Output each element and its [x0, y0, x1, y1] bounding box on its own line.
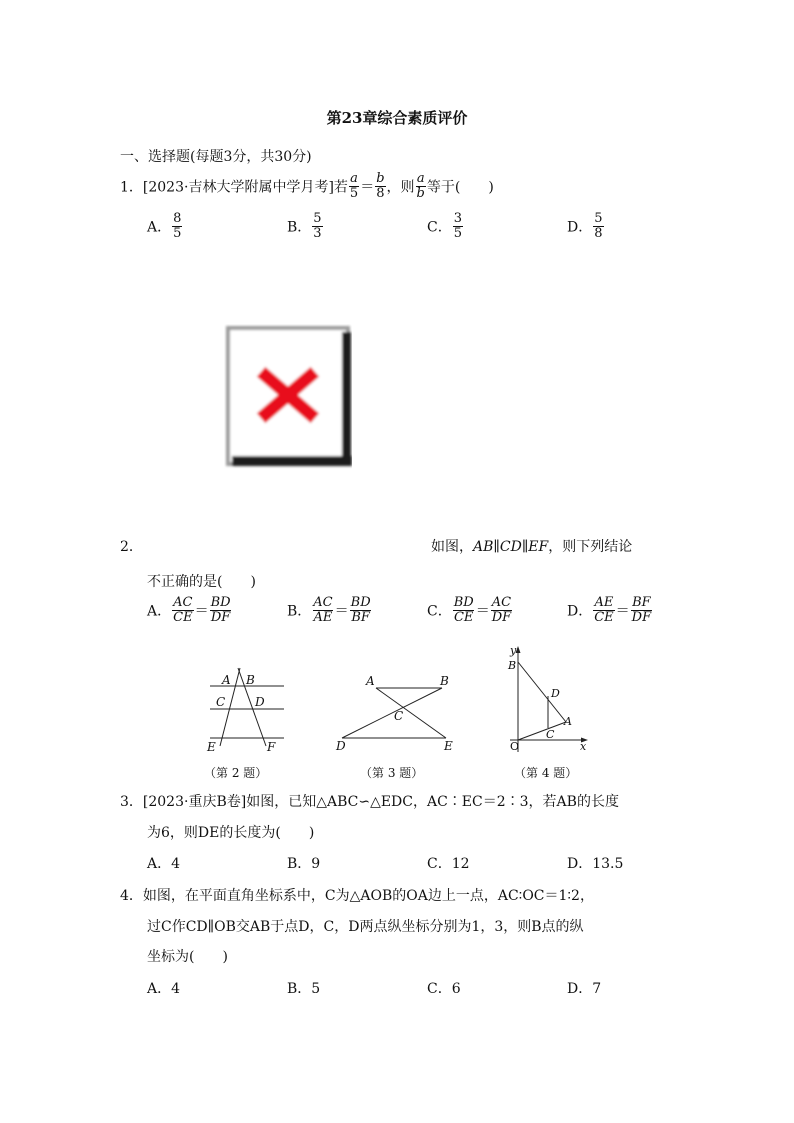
- label-x: x: [580, 740, 587, 753]
- figure-3: [330, 668, 460, 758]
- q4-option-c[interactable]: C．6: [427, 981, 461, 997]
- label-a: A: [366, 674, 375, 688]
- q1-option-b[interactable]: B． $\frac{5}{3}$: [287, 211, 322, 241]
- figure-4: [500, 642, 600, 758]
- question-3-line1: 3．[2023·重庆B卷]如图，已知△ABC∽△EDC，AC∶EC＝2∶3，若AB的长度: [120, 794, 619, 810]
- q1-fraction-a-b: $\frac{a}{b}$: [416, 171, 425, 201]
- label-e: E: [207, 740, 216, 754]
- q1-option-c[interactable]: C． $\frac{3}{5}$: [427, 211, 462, 241]
- broken-image-icon: [224, 324, 352, 470]
- label-e: E: [444, 739, 453, 753]
- q1-fraction-b-8: $\frac{b}{8}$: [376, 171, 385, 201]
- label-a: A: [564, 715, 572, 728]
- label-c: C: [394, 709, 404, 723]
- question-1: 1．[2023·吉林大学附属中学月考]若 $\frac{a}{5}$ ＝ $\frac{b}{8}$ ，则 $\frac{a}{b}$ 等于( ): [120, 171, 494, 201]
- figure-2-caption: （第 2 题）: [204, 766, 268, 780]
- label-a: A: [222, 673, 231, 687]
- label-b: B: [508, 659, 517, 672]
- question-4-line2: 过C作CD∥OB交AB于点D，C，D两点纵坐标分别为1，3，则B点的纵: [147, 919, 584, 935]
- q4-option-a[interactable]: A．4: [147, 981, 181, 997]
- q2-option-b[interactable]: B． $\frac{AC}{AE}$ ＝ $\frac{BD}{BF}$: [287, 595, 371, 625]
- label-d: D: [551, 687, 560, 700]
- label-d: D: [336, 739, 346, 753]
- segment-oa: [518, 722, 566, 740]
- figure-2: [200, 660, 300, 760]
- label-y: y: [510, 644, 517, 657]
- page-title: 第23章综合素质评价: [326, 109, 468, 127]
- label-d: D: [255, 695, 265, 709]
- q3-option-c[interactable]: C．12: [427, 856, 470, 872]
- label-c: C: [546, 728, 555, 741]
- label-b: B: [440, 674, 449, 688]
- segment-bd: [342, 688, 442, 738]
- section-heading: 一、选择题(每题3分，共30分): [120, 149, 312, 165]
- q2-option-d[interactable]: D． $\frac{AE}{CE}$ ＝ $\frac{BF}{DF}$: [567, 595, 652, 625]
- figure-3-caption: （第 3 题）: [360, 766, 424, 780]
- q2-option-c[interactable]: C． $\frac{BD}{CE}$ ＝ $\frac{AC}{DF}$: [427, 595, 512, 625]
- q1-prefix: 1．[2023·吉林大学附属中学月考]若: [120, 179, 348, 196]
- q1-option-a[interactable]: A． $\frac{8}{5}$: [147, 211, 182, 241]
- q3-option-a[interactable]: A．4: [147, 856, 181, 872]
- q3-option-b[interactable]: B．9: [287, 856, 321, 872]
- question-4-line1: 4．如图，在平面直角坐标系中，C为△AOB的OA边上一点，AC∶OC＝1∶2，: [120, 888, 594, 904]
- q4-option-d[interactable]: D．7: [567, 981, 602, 997]
- question-2-text: 如图，AB∥CD∥EF，则下列结论: [431, 539, 633, 555]
- y-axis-arrow: [516, 646, 521, 653]
- question-2-number: 2．: [120, 539, 143, 555]
- question-4-line3: 坐标为( ): [147, 949, 228, 965]
- figure-4-caption: （第 4 题）: [514, 766, 578, 780]
- question-2-line2: 不正确的是( ): [147, 574, 256, 590]
- label-b: B: [246, 673, 255, 687]
- segment-ae: [376, 688, 446, 738]
- q2-option-a[interactable]: A． $\frac{AC}{CE}$ ＝ $\frac{BD}{DF}$: [147, 595, 231, 625]
- q1-option-d[interactable]: D． $\frac{5}{8}$: [567, 211, 603, 241]
- question-3-line2: 为6，则DE的长度为( ): [147, 825, 315, 841]
- q1-fraction-a-5: $\frac{a}{5}$: [349, 171, 359, 201]
- label-c: C: [216, 695, 226, 709]
- label-o: O: [510, 740, 520, 753]
- q3-option-d[interactable]: D．13.5: [567, 856, 624, 872]
- label-f: F: [267, 740, 276, 754]
- q4-option-b[interactable]: B．5: [287, 981, 321, 997]
